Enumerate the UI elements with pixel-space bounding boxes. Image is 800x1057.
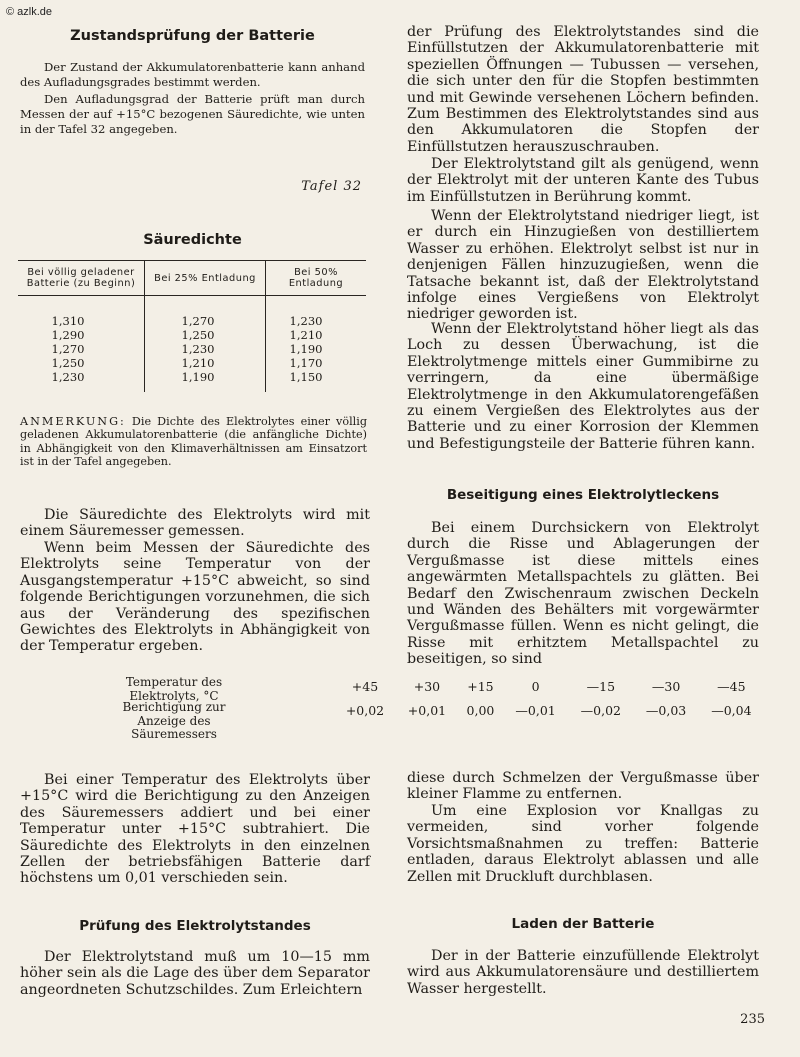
table-cell: 1,150: [289, 370, 323, 384]
table-cell: 1,270: [51, 342, 85, 356]
paragraph: Bei einer Temperatur des Elektrolyts über +15°C wird die Berichtigung zu den Anzeigen des Säuremessers addiert und bei einer Temperatur unter +15°C subtrahiert. Die Säuredichte des Elektrolyts in den einzelnen Zellen der betriebsfähigen Batterie darf höchstens um 0,01 verschieden sein.: [20, 772, 370, 887]
paragraph: Wenn der Elektrolytstand niedriger liegt, ist er durch ein Hinzugießen von destilliertem Wasser zu erhöhen. Elektrolyt selbst ist nur in denjenigen Fällen hinzuzugießen, wenn die Tatsache bekannt ist, daß der Elektrolytstand infolge eines Vergießens von Elektrolyt niedriger geworden ist.: [407, 208, 759, 323]
table-column: [145, 296, 266, 393]
paragraph: Bei einem Durchsickern von Elektrolyt durch die Risse und Ablagerungen der Vergußmasse ist diese mittels eines angewärmten Metallspachtels zu glätten. Bei Bedarf den Zwischenraum zwischen Deckeln und Wänden des Behälters mit vorgewärmter Vergußmasse füllen. Wenn es nicht gelingt, die Risse mit erhitztem Metallspachtel zu beseitigen, so sind: [407, 520, 759, 668]
table-cell: 1,270: [181, 314, 215, 328]
table-cell: 1,230: [181, 342, 215, 356]
acid-density-table: [18, 260, 366, 392]
table-cell: 1,230: [51, 370, 85, 384]
paragraph: Der in der Batterie einzufüllende Elektrolyt wird aus Akkumulatorensäure und destilliertem Wasser hergestellt.: [407, 948, 759, 997]
paragraph: Der Elektrolytstand muß um 10—15 mm höher sein als die Lage des über dem Separator angeordneten Schutzschildes. Zum Erleichtern: [20, 949, 370, 998]
table-cell: 1,190: [289, 342, 323, 356]
table-cell: 1,250: [181, 328, 215, 342]
table-note: [20, 415, 367, 469]
table-cell: 1,190: [181, 370, 215, 384]
paragraph: Um eine Explosion vor Knallgas zu vermeiden, sind vorher folgende Vorsichtsmaßnahmen zu treffen: Batterie entladen, daraus Elektrolyt ablassen und alle Zellen mit Druckluft durchblasen.: [407, 803, 759, 885]
column-header: Bei 25% Entladung: [145, 261, 266, 296]
correction-value: +0,01: [407, 702, 447, 718]
paragraph: Wenn beim Messen der Säuredichte des Elektrolyts seine Temperatur von der Ausgangstemperatur +15°C abweicht, so sind folgende Berichtigungen vorzunehmen, die sich aus der Veränderung des spezifischen Gewichtes des Elektrolyts in Abhängigkeit von der Temperatur ergeben.: [20, 540, 370, 655]
section-heading-zustandspruefung: Zustandsprüfung der Batterie: [70, 28, 315, 44]
paragraph: diese durch Schmelzen der Vergußmasse über kleiner Flamme zu entfernen.: [407, 770, 759, 803]
correction-value: —0,01: [515, 702, 556, 718]
table-column: [266, 296, 367, 393]
correction-value: —0,02: [580, 702, 622, 718]
note-text: Die Dichte des Elektrolytes einer völlig geladenen Akkumulatorenbatterie (die anfängliche Dichte) in Abhängigkeit von den Klimaverhältnissen am Einsatzort ist in der Tafel angegeben.: [20, 415, 367, 469]
correction-value: —0,04: [711, 702, 752, 718]
table-cell: 1,290: [51, 328, 85, 342]
correction-label-berichtigung: Berichtigung zur Anzeige des Säuremessers: [122, 700, 226, 741]
paragraph: Der Zustand der Akkumulatorenbatterie kann anhand des Aufladungsgrades bestimmt werden.: [20, 60, 365, 89]
column-header: Bei völlig geladener Batterie (zu Beginn): [18, 261, 145, 296]
temperature-value: —45: [717, 678, 746, 694]
temperature-value: +15: [467, 678, 494, 694]
temperature-value: 0: [531, 678, 540, 694]
table-cell: 1,210: [289, 328, 323, 342]
table-column: [18, 296, 145, 393]
section-heading-elektrolytstand: Prüfung des Elektrolytstandes: [79, 918, 311, 934]
paragraph: Den Aufladungsgrad der Batterie prüft man durch Messen der auf +15°C bezogenen Säuredichte, wie unten in der Tafel 32 angegeben.: [20, 92, 365, 136]
section-heading-laden: Laden der Batterie: [511, 916, 655, 932]
table-cell: 1,170: [289, 356, 323, 370]
correction-table: [334, 672, 764, 720]
table-cell: 1,230: [289, 314, 323, 328]
temperature-value: —15: [586, 678, 616, 694]
table-cell: 1,210: [181, 356, 215, 370]
table-number-label: Tafel 32: [301, 179, 362, 194]
paragraph: Der Elektrolytstand gilt als genügend, wenn der Elektrolyt mit der unteren Kante des Tubus im Einfüllstutzen in Berührung kommt.: [407, 156, 759, 205]
temperature-value: —30: [651, 678, 681, 694]
table-cell: 1,310: [51, 314, 85, 328]
page-number: 235: [740, 1012, 765, 1027]
correction-label-temperature: Temperatur des Elektrolyts, °C: [125, 675, 223, 703]
paragraph: Wenn der Elektrolytstand höher liegt als das Loch zu dessen Überwachung, ist die Elektrolytmenge mittels einer Gummibirne zu verringern, da eine übermäßige Elektrolytmenge in den Akkumulatorengefäßen zu einem Vergießen des Elektrolytes aus der Batterie und zu einer Korrosion der Klemmen und Befestigungsteile der Batterie führen kann.: [407, 321, 759, 452]
column-header: Bei 50% Entladung: [266, 261, 367, 296]
table-cell: 1,250: [51, 356, 85, 370]
paragraph: Die Säuredichte des Elektrolyts wird mit einem Säuremesser gemessen.: [20, 507, 370, 540]
temperature-value: +45: [351, 678, 379, 694]
watermark: © azlk.de: [6, 6, 53, 18]
correction-value: 0,00: [466, 702, 495, 718]
table-title: Säuredichte: [143, 232, 242, 248]
section-heading-elektrolytlecken: Beseitigung eines Elektrolytleckens: [446, 487, 720, 503]
temperature-value: +30: [413, 678, 441, 694]
correction-value: +0,02: [345, 702, 385, 718]
note-label: ANMERKUNG:: [20, 415, 126, 428]
correction-value: —0,03: [645, 702, 687, 718]
paragraph: der Prüfung des Elektrolytstandes sind die Einfüllstutzen der Akkumulatorenbatterie mit speziellen Öffnungen — Tubussen — versehen, die sich unter den für die Stopfen bestimmten und mit Gewinde versehenen Löchern befinden. Zum Bestimmen des Elektrolytstandes sind aus den Akkumulatoren die Stopfen der Einfüllstutzen herauszuschrauben.: [407, 24, 759, 155]
